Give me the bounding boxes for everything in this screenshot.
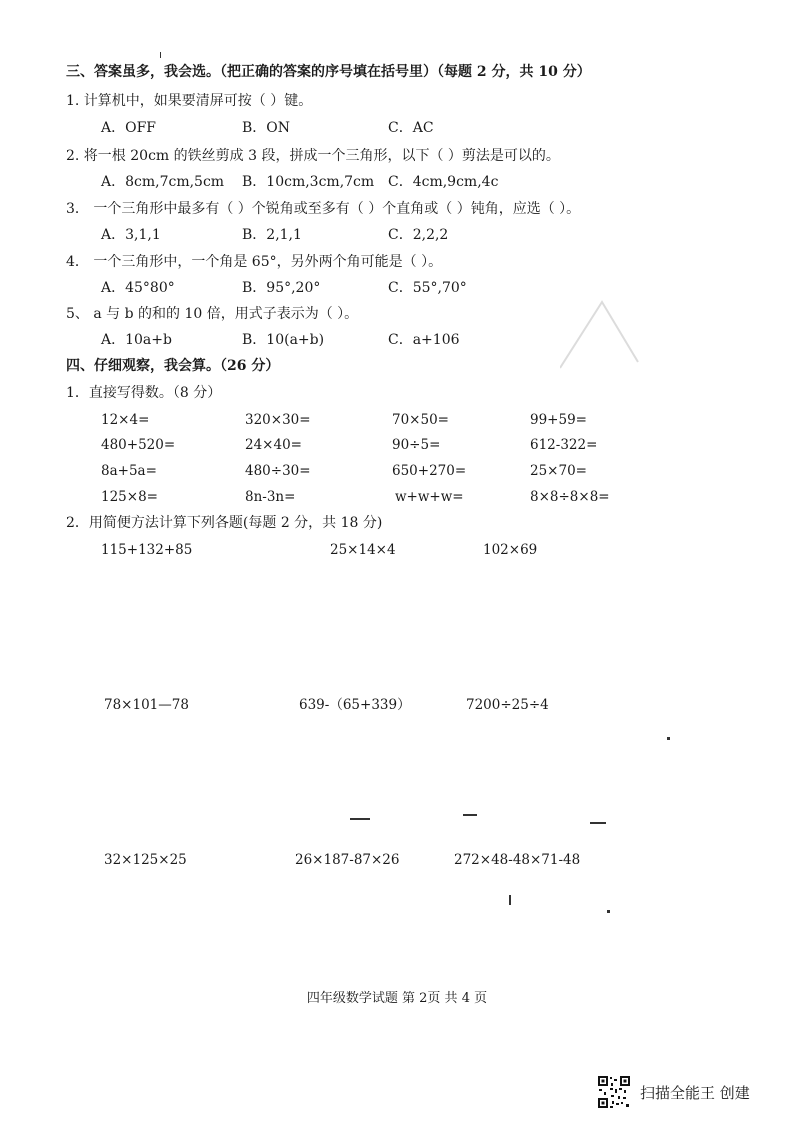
calc-r1-c1: 12×4=: [101, 412, 150, 428]
simplify-r2-c1: 78×101—78: [104, 697, 189, 713]
calc-r4-c2: 8n-3n=: [245, 489, 296, 505]
calc-r1-c4: 99+59=: [530, 412, 587, 428]
q1-option-b: B．ON: [242, 120, 291, 136]
scanner-watermark: 扫描全能王 创建: [640, 1084, 750, 1102]
scan-mark: [160, 52, 161, 58]
calc-r2-c3: 90÷5=: [392, 437, 441, 453]
simplify-r1-c2: 25×14×4: [330, 542, 396, 558]
q3-option-b: B．2,1,1: [242, 227, 302, 243]
scan-mark: [667, 737, 670, 740]
calc-r3-c2: 480÷30=: [245, 463, 311, 479]
scan-mark: [607, 910, 610, 913]
q2-option-c: C．4cm,9cm,4c: [388, 174, 499, 190]
q3-option-a: A．3,1,1: [101, 227, 161, 243]
calc-r2-c2: 24×40=: [245, 437, 302, 453]
calc-r3-c3: 650+270=: [392, 463, 467, 479]
calc-r3-c1: 8a+5a=: [101, 463, 157, 479]
q1-option-a: A．OFF: [101, 120, 157, 136]
question-4: 4． 一个三角形中，一个角是 65°，另外两个角可能是（ ）。: [66, 254, 443, 270]
q4-option-b: B．95°,20°: [242, 280, 321, 296]
scan-mark: [350, 818, 370, 820]
q3-option-c: C．2,2,2: [388, 227, 449, 243]
q1-option-c: C．AC: [388, 120, 434, 136]
simplify-r1-c1: 115+132+85: [101, 542, 193, 558]
q5-option-a: A．10a+b: [101, 332, 172, 348]
qr-code-icon: [597, 1075, 631, 1109]
calc-r3-c4: 25×70=: [530, 463, 587, 479]
q4-option-c: C．55°,70°: [388, 280, 467, 296]
section4-heading: 四、仔细观察，我会算。（26 分）: [66, 358, 280, 374]
q5-option-c: C．a+106: [388, 332, 460, 348]
page-footer: 四年级数学试题 第 2页 共 4 页: [306, 991, 488, 1006]
simplify-r1-c3: 102×69: [483, 542, 538, 558]
calc-r4-c1: 125×8=: [101, 489, 158, 505]
question-1: 1. 计算机中，如果要清屏可按（ ）键。: [66, 93, 313, 109]
simplify-r2-c3: 7200÷25÷4: [466, 697, 549, 713]
simplify-r2-c2: 639-（65+339）: [299, 697, 411, 713]
section4-part2-title: 2．用简便方法计算下列各题(每题 2 分，共 18 分): [66, 515, 383, 531]
calc-r2-c4: 612-322=: [530, 437, 598, 453]
q2-option-a: A．8cm,7cm,5cm: [101, 174, 225, 190]
question-5: 5、 a 与 b 的和的 10 倍，用式子表示为（ ）。: [66, 306, 359, 322]
calc-r1-c3: 70×50=: [392, 412, 449, 428]
scan-mark: [509, 895, 511, 905]
calc-r1-c2: 320×30=: [245, 412, 311, 428]
simplify-r3-c1: 32×125×25: [104, 852, 187, 868]
q5-option-b: B．10(a+b): [242, 332, 325, 348]
q2-option-b: B．10cm,3cm,7cm: [242, 174, 375, 190]
section4-part1-title: 1．直接写得数。（8 分）: [66, 385, 222, 401]
question-3: 3． 一个三角形中最多有（ ）个锐角或至多有（ ）个直角或（ ）钝角，应选（ ）。: [66, 201, 581, 217]
calc-r4-c4: 8×8÷8×8=: [530, 489, 610, 505]
calc-r2-c1: 480+520=: [101, 437, 176, 453]
scan-mark: [590, 822, 606, 824]
calc-r4-c3: w+w+w=: [395, 489, 464, 505]
q4-option-a: A．45°80°: [101, 280, 175, 296]
simplify-r3-c2: 26×187-87×26: [295, 852, 400, 868]
scan-mark: [463, 814, 477, 816]
show-through-triangle: [560, 300, 640, 370]
section3-heading: 三、答案虽多，我会选。（把正确的答案的序号填在括号里）（每题 2 分，共 10 分）: [66, 64, 591, 80]
simplify-r3-c3: 272×48-48×71-48: [454, 852, 581, 868]
question-2: 2. 将一根 20cm 的铁丝剪成 3 段，拼成一个三角形，以下（ ）剪法是可以的。: [66, 148, 560, 164]
